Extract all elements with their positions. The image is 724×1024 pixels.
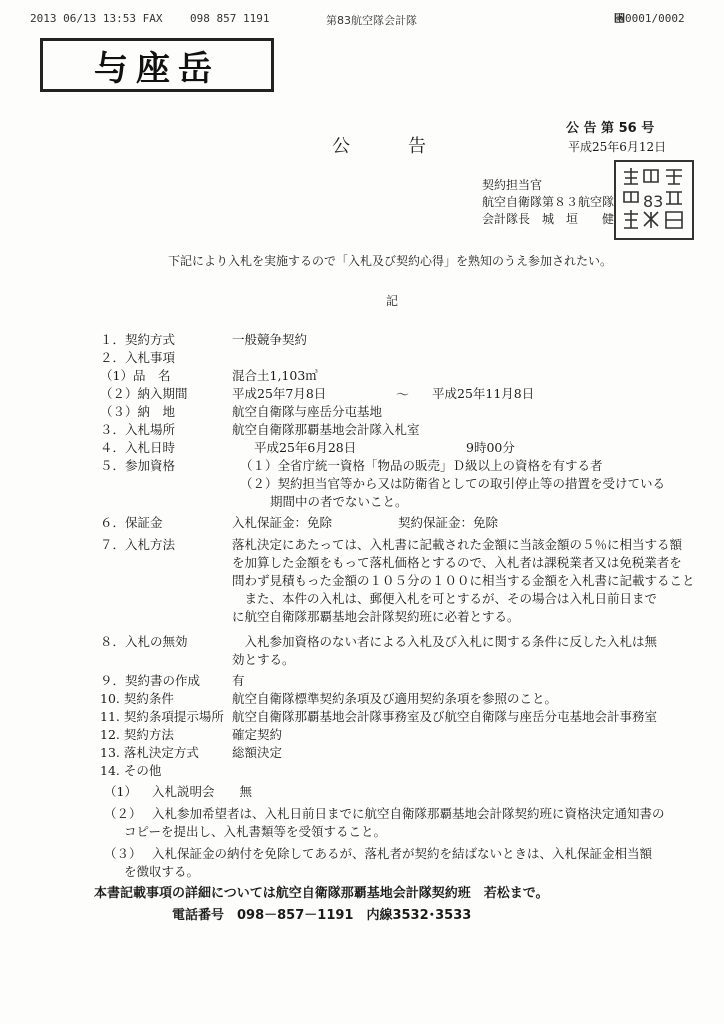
item-value: 混合土1,103㎥ (232, 368, 318, 383)
issuer-line-2: 航空自衛隊第８３航空隊 (482, 195, 615, 209)
location-stamp (40, 38, 274, 92)
item-label: ８．入札の無効 (100, 634, 188, 649)
item-value: 航空自衛隊標準契約条項及び適用契約条項を参照のこと。 (232, 691, 558, 706)
item-label: ９．契約書の作成 (100, 673, 201, 688)
item-value-cont: また、本件の入札は、郵便入札を可とするが、その場合は入札日前日まで (232, 591, 658, 606)
seal-icon (616, 162, 692, 238)
item-value: 有 (232, 673, 245, 688)
issuer-line-1: 契約担当官 (482, 178, 543, 192)
item-value: 入札保証金：免除 (232, 515, 333, 530)
other-text-cont: コピーを提出し、入札書類等を受領すること。 (124, 824, 387, 839)
other-num: （２） (104, 806, 142, 821)
fax-datetime: 2013 06/13 13:53 FAX (30, 12, 163, 25)
intro-text: 下記により入札を実施するので「入札及び契約心得」を熟知のうえ参加されたい。 (168, 254, 613, 268)
item-value: 平成25年7月8日 (232, 386, 327, 401)
item-label: ３．入札場所 (100, 422, 176, 437)
official-seal (614, 160, 694, 240)
item-label: （３）納 地 (100, 404, 176, 419)
footer-contact: 本書記載事項の詳細については航空自衛隊那覇基地会計隊契約班 若松まで。 (94, 886, 549, 901)
item-value: 総額決定 (232, 745, 283, 760)
item-value: 一般競争契約 (232, 332, 308, 347)
fax-number: 098 857 1191 (190, 12, 270, 25)
notice-date: 平成25年6月12日 (568, 140, 667, 154)
item-value-cont: を加算した金額をもって落札価格とするので、入札者は課税業者又は免税業者を (232, 555, 682, 570)
item-value: 確定契約 (232, 727, 283, 742)
stamp-text: 与座岳 (94, 48, 220, 89)
item-label: ５．参加資格 (100, 458, 176, 473)
ki-heading: 記 (386, 294, 399, 308)
svg-text:83: 83 (643, 192, 664, 211)
issuer-line-3: 会計隊長 城 垣 健 (482, 212, 615, 226)
page-title: 公告 (332, 136, 484, 157)
item-value: 航空自衛隊与座岳分屯基地 (232, 404, 383, 419)
other-text: 入札説明会 無 (152, 784, 253, 799)
fax-page: ⑖0001/0002 (614, 12, 685, 25)
item-value-2: 契約保証金：免除 (398, 515, 499, 530)
item-label: ７．入札方法 (100, 537, 176, 552)
item-label: 14. その他 (100, 763, 162, 778)
item-value-separator: ～ (396, 388, 410, 403)
item-label: 10. 契約条件 (100, 691, 174, 706)
fax-sender: 第83航空隊会計隊 (326, 14, 417, 27)
item-value-cont: に航空自衛隊那覇基地会計隊契約班に必着とする。 (232, 609, 520, 624)
other-text-cont: を徴収する。 (124, 864, 200, 879)
item-value: （１）全省庁統一資格「物品の販売」Ｄ級以上の資格を有する者 (240, 458, 603, 473)
other-num: （1） (104, 784, 137, 799)
item-label: 11. 契約条項提示場所 (100, 709, 224, 724)
other-num: （３） (104, 846, 142, 861)
item-value: 入札参加資格のない者による入札及び入札に関する条件に反した入札は無 (232, 634, 658, 649)
item-value: 航空自衛隊那覇基地会計隊事務室及び航空自衛隊与座岳分屯基地会計事務室 (232, 709, 658, 724)
notice-number: 公 告 第 56 号 (566, 121, 655, 136)
item-value-cont: 効とする。 (232, 652, 295, 667)
item-value: 航空自衛隊那覇基地会計隊入札室 (232, 422, 420, 437)
item-label: ２．入札事項 (100, 350, 176, 365)
item-label: （２）納入期間 (100, 386, 188, 401)
item-label: 13. 落札決定方式 (100, 745, 199, 760)
item-label: １．契約方式 (100, 332, 176, 347)
item-label: ４．入札日時 (100, 440, 176, 455)
item-value: 落札決定にあたっては、入札書に記載された金額に当該金額の５％に相当する額 (232, 537, 683, 552)
item-value: 平成25年6月28日 (254, 440, 357, 455)
item-value-cont: （２）契約担当官等から又は防衛省としての取引停止等の措置を受けている (240, 476, 666, 491)
item-value-time: 9時00分 (466, 440, 515, 455)
item-label: （1）品 名 (100, 368, 171, 383)
item-value-cont: 期間中の者でないこと。 (270, 494, 408, 509)
footer-phone: 電話番号 098－857－1191 内線3532･3533 (172, 908, 472, 923)
item-value-cont: 問わず見積もった金額の１０５分の１００に相当する金額を入札書に記載すること (232, 573, 695, 588)
item-label: ６．保証金 (100, 515, 163, 530)
other-text: 入札参加希望者は、入札日前日までに航空自衛隊那覇基地会計隊契約班に資格決定通知書の (152, 806, 665, 821)
item-value-end: 平成25年11月8日 (432, 386, 535, 401)
item-label: 12. 契約方法 (100, 727, 174, 742)
other-text: 入札保証金の納付を免除してあるが、落札者が契約を結ばないときは、入札保証金相当額 (152, 846, 653, 861)
